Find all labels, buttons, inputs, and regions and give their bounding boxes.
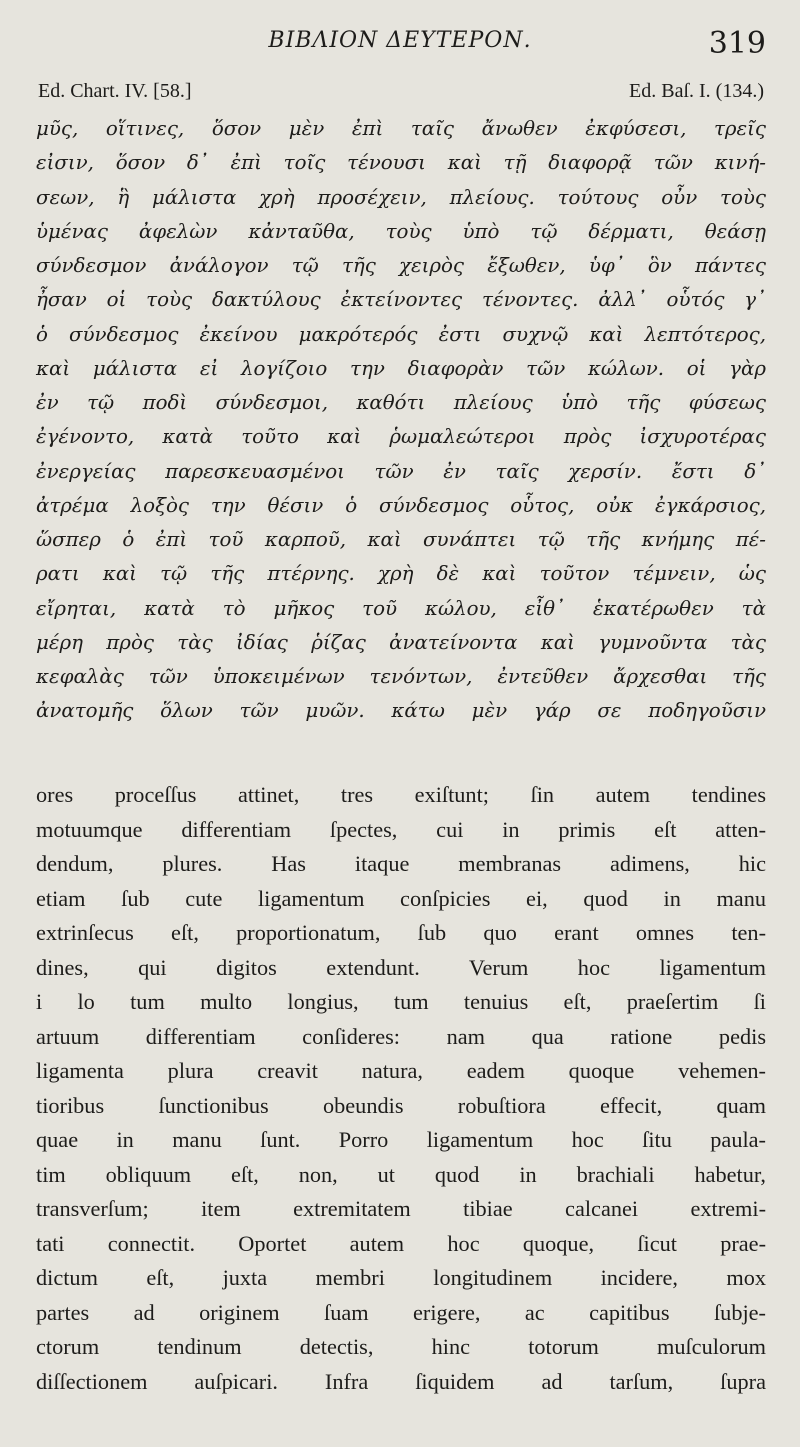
latin-line: diſſectionem auſpicari. Infra ſiquidem ad tarſum, ſupra (36, 1368, 766, 1394)
latin-line: transverſum; item extremitatem tibiae calcanei extremi- (36, 1196, 766, 1221)
latin-line: partes ad originem ſuam erigere, ac capitibus ſubje- (36, 1299, 766, 1325)
greek-line: κεφαλὰς τῶν ὑποκειμένων τενόντων, ἐντεῦθεν ἄρχεσθαι τῆς (36, 665, 766, 688)
greek-line: εἰσιν, ὅσον δ᾽ ἐπὶ τοῖς τένουσι καὶ τῇ διαφορᾷ τῶν κινή- (36, 151, 766, 175)
latin-line: ctorum tendinum detectis, hinc totorum muſculorum (36, 1334, 766, 1359)
latin-line: ores proceſſus attinet, tres exiſtunt; ſin autem tendines (36, 782, 766, 807)
latin-line: motuumque differentiam ſpectes, cui in primis eſt atten- (36, 816, 766, 842)
latin-line: dictum eſt, juxta membri longitudinem incidere, mox (36, 1265, 766, 1290)
greek-line: σύνδεσμον ἀνάλογον τῷ τῆς χειρὸς ἔξωθεν, ὑφ᾽ ὃν πάντες (36, 254, 766, 277)
edition-reference-left: Ed. Chart. IV. [58.] (38, 80, 192, 102)
latin-line: artuum differentiam conſideres: nam qua ratione pedis (36, 1023, 766, 1049)
page-number: 319 (708, 26, 766, 61)
greek-line: ἐνεργείας παρεσκευασμένοι τῶν ἐν ταῖς χερσίν. ἔστι δ᾽ (36, 459, 766, 483)
greek-text-block (36, 112, 766, 729)
latin-line: tioribus ſunctionibus obeundis robuſtiora effecit, quam (36, 1092, 766, 1118)
greek-line: μῦς, οἵτινες, ὅσον μὲν ἐπὶ ταῖς ἄνωθεν ἐκφύσεσι, τρεῖς (36, 117, 766, 140)
greek-line: ἀνατομῆς ὅλων τῶν μυῶν. κάτω μὲν γάρ σε ποδηγοῦσιν (36, 699, 766, 723)
greek-line: ρατι καὶ τῷ τῆς πτέρνης. χρὴ δὲ καὶ τοῦτον τέμνειν, ὡς (36, 562, 766, 586)
greek-line: ἦσαν οἱ τοὺς δακτύλους ἐκτείνοντες τένοντες. ἀλλ᾽ οὗτός γ᾽ (36, 288, 766, 312)
greek-line: ἐν τῷ ποδὶ σύνδεσμοι, καθότι πλείους ὑπὸ τῆς φύσεως (36, 391, 766, 414)
latin-line: i lo tum multo longius, tum tenuius eſt, praeſertim ſi (36, 989, 766, 1014)
greek-line: σεων, ἣ μάλιστα χρὴ προσέχειν, πλείους. τούτους οὖν τοὺς (36, 185, 766, 209)
greek-line: ἀτρέμα λοξὸς την θέσιν ὁ σύνδεσμος οὗτος, οὐκ ἐγκάρσιος, (36, 493, 766, 517)
edition-reference-right: Ed. Baſ. I. (134.) (629, 80, 764, 102)
latin-line: dines, qui digitos extendunt. Verum hoc ligamentum (36, 954, 766, 980)
greek-line: μέρη πρὸς τὰς ἰδίας ῥίζας ἀνατείνοντα καὶ γυμνοῦντα τὰς (36, 630, 766, 654)
greek-line: ὁ σύνδεσμος ἐκείνου μακρότερός ἐστι συχνῷ καὶ λεπτότερος, (36, 322, 766, 346)
running-title: ΒΙΒΛΙΟΝ ΔΕΥΤΕΡΟΝ. (268, 28, 532, 53)
latin-line: ligamenta plura creavit natura, eadem quoque vehemen- (36, 1058, 766, 1083)
greek-line: ὥσπερ ὁ ἐπὶ τοῦ καρποῦ, καὶ συνάπτει τῷ τῆς κνήμης πέ- (36, 528, 766, 551)
greek-line: ὑμένας ἀφελὼν κἀνταῦθα, τοὺς ὑπὸ τῷ δέρματι, θεάσῃ (36, 219, 766, 243)
edition-reference-line (38, 80, 764, 103)
latin-line: etiam ſub cute ligamentum conſpicies ei, quod in manu (36, 885, 766, 911)
greek-line: ἐγένοντο, κατὰ τοῦτο καὶ ῥωμαλεώτεροι πρὸς ἰσχυροτέρας (36, 425, 766, 449)
greek-line: καὶ μάλιστα εἰ λογίζοιο την διαφορὰν τῶν κώλων. οἱ γὰρ (36, 356, 766, 380)
latin-line: extrinſecus eſt, proportionatum, ſub quo erant omnes ten- (36, 920, 766, 945)
latin-line: tim obliquum eſt, non, ut quod in brachiali habetur, (36, 1161, 766, 1187)
latin-text-block (36, 778, 766, 1399)
latin-line: tati connectit. Oportet autem hoc quoque, ſicut prae- (36, 1230, 766, 1256)
latin-line: quae in manu ſunt. Porro ligamentum hoc ſitu paula- (36, 1127, 766, 1152)
greek-line: εἴρηται, κατὰ τὸ μῆκος τοῦ κώλου, εἶθ᾽ ἑκατέρωθεν τὰ (36, 596, 766, 620)
latin-line: dendum, plures. Has itaque membranas adimens, hic (36, 851, 766, 876)
